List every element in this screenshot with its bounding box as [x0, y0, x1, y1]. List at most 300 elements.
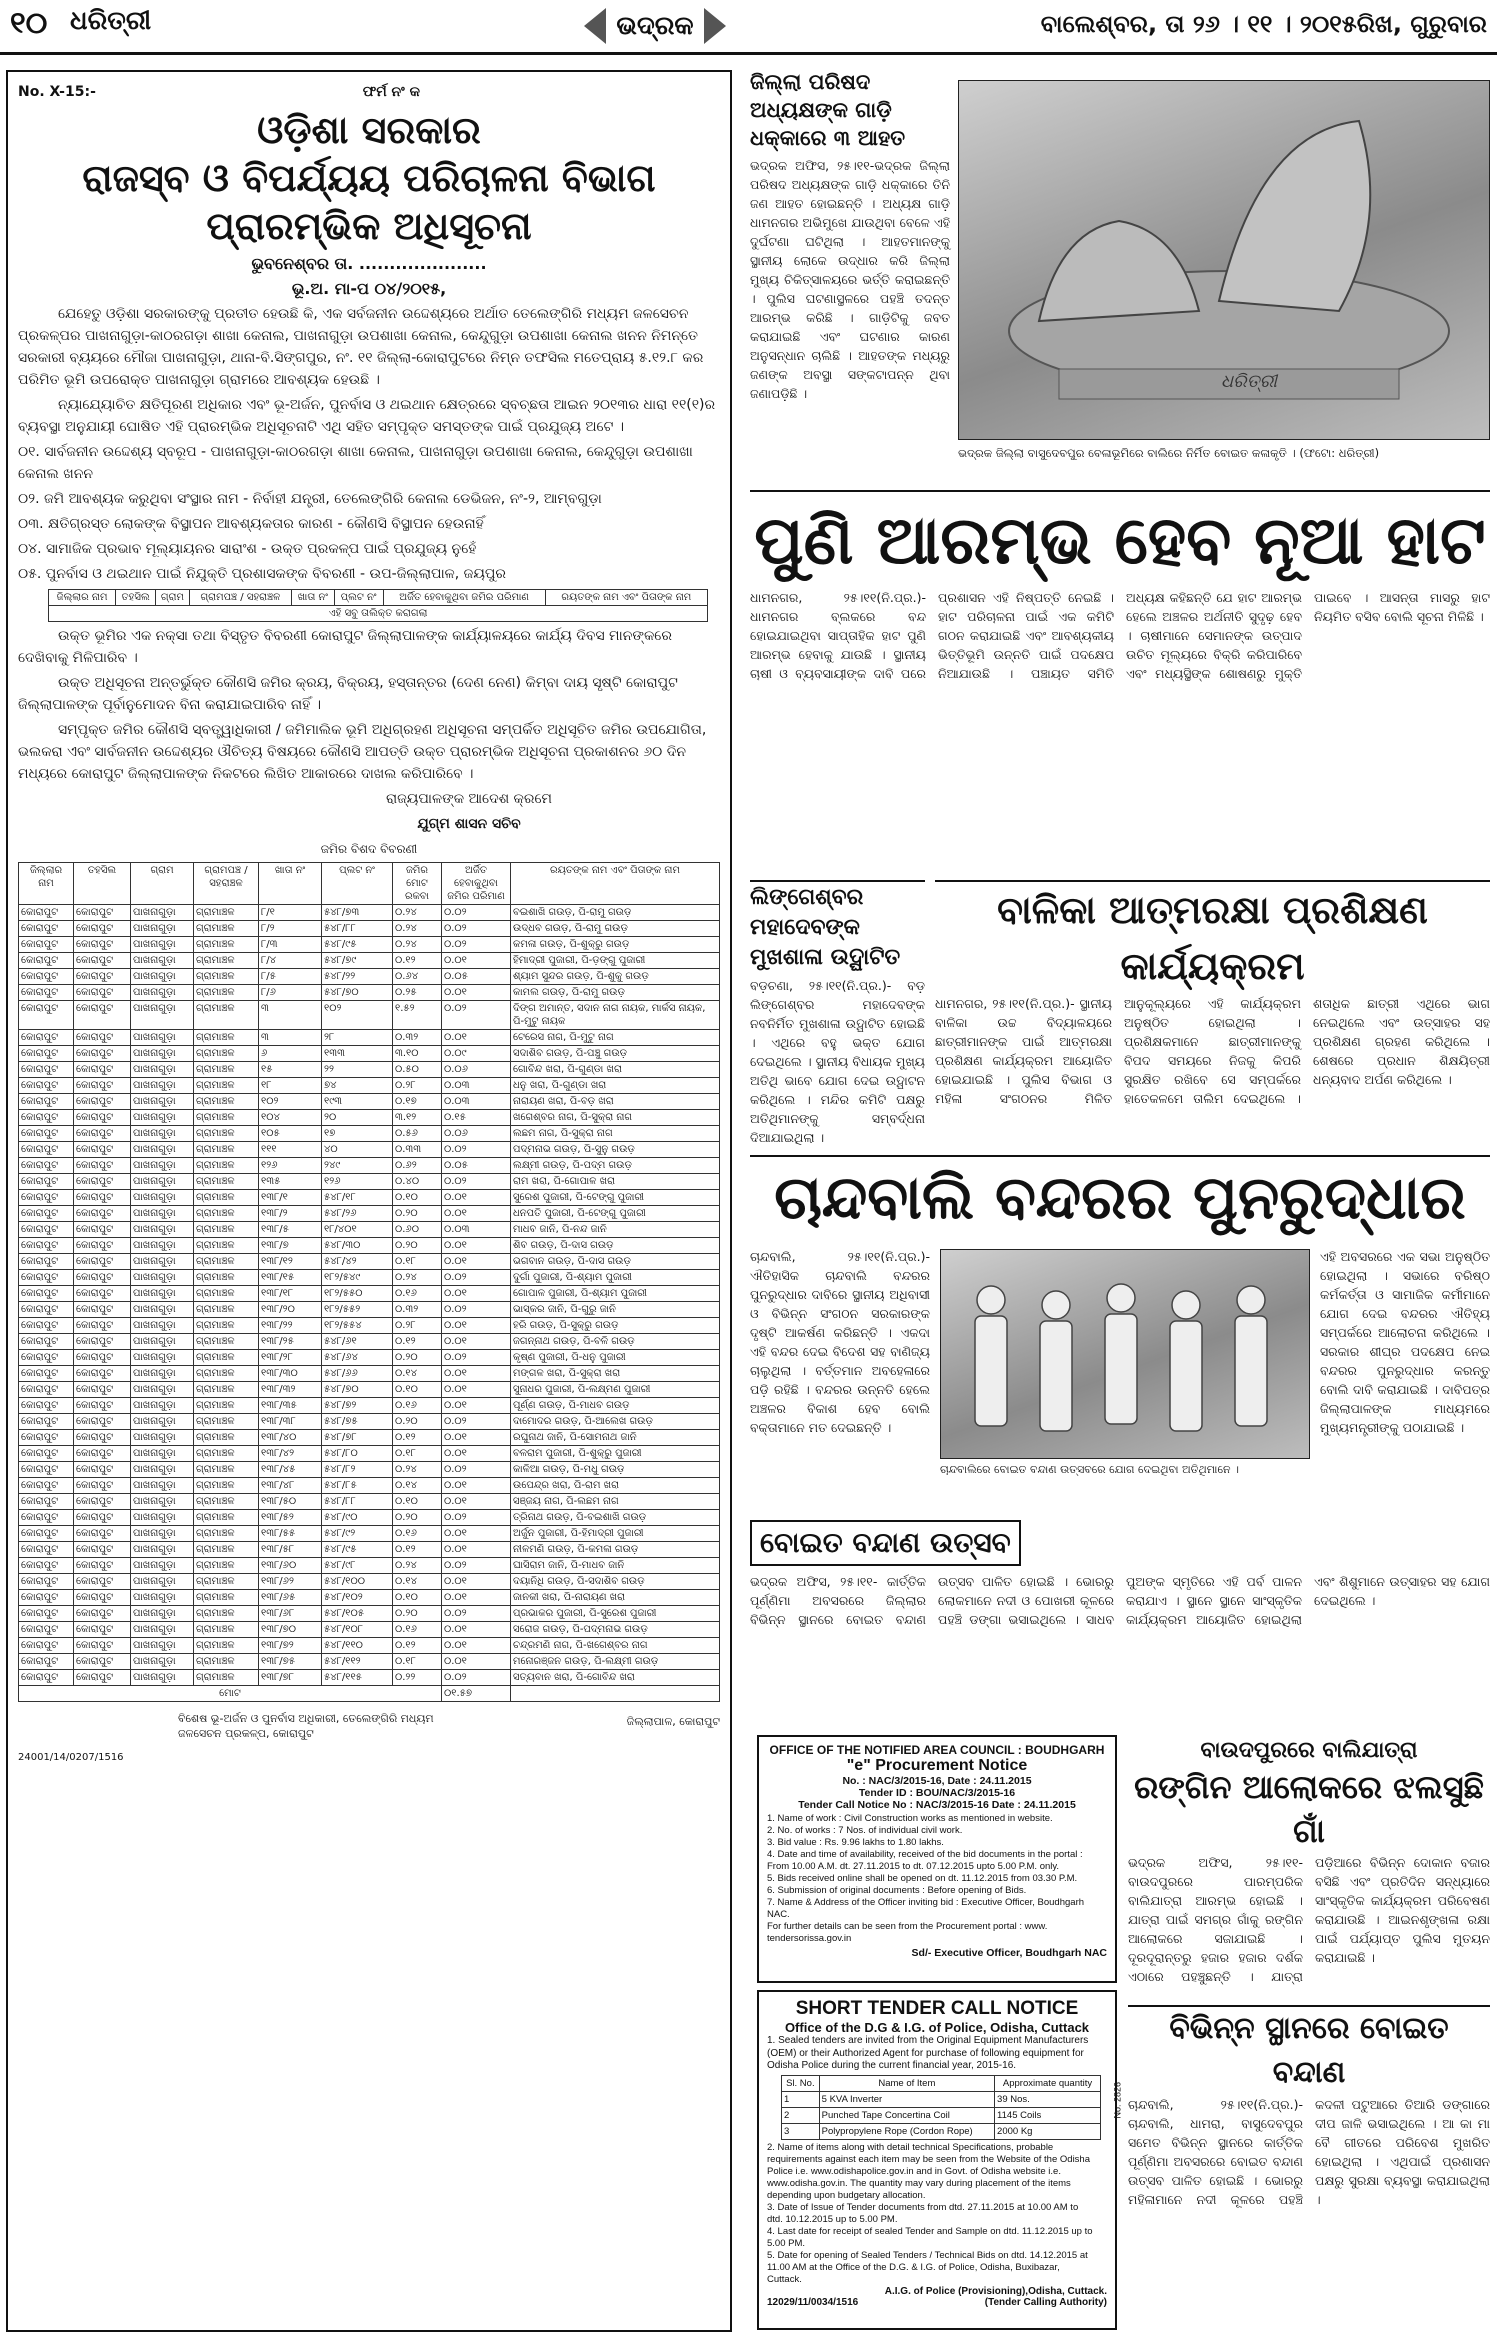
- table-cell: ପାଖନାଗୁଡ଼ା: [131, 1446, 194, 1462]
- table-cell: ୦.୧୮: [393, 1254, 442, 1270]
- table-cell: ବଇଶାଖି ଗଉଡ଼, ପି-ରାମୁ ଗଉଡ଼: [511, 905, 720, 921]
- table-cell: ପାଖନାଗୁଡ଼ା: [131, 1654, 194, 1670]
- table-cell: ଭଗବାନ ଗଉଡ଼, ପି-ଦାସ ଗଉଡ଼: [511, 1254, 720, 1270]
- table-cell: ୧୮/୪୦୧: [322, 1222, 393, 1238]
- table-row: [19, 1414, 720, 1430]
- table-cell: ୦.୫୬: [393, 1126, 442, 1142]
- table-cell: କୋରାପୁଟ: [19, 1318, 74, 1334]
- story-body: ଭଦ୍ରକ ଅଫିସ, ୨୫।୧୧- କାର୍ତ୍ତିକ ପୂର୍ଣ୍ଣିମା ଅବସରରେ ଜିଲ୍ଲାର ବିଭିନ୍ନ ସ୍ଥାନରେ ବୋଇତ ବନ୍ଦାଣ ଉତ୍ସବ ପାଳିତ ହୋଇଛି । ଭୋରରୁ ଲୋକମାନେ ନଦୀ ଓ ପୋଖରୀ କୂଳରେ ପହଞ୍ଚି ଡଙ୍ଗା ଭସାଇଥିଲେ । ସାଧବ ପୁଅଙ୍କ ସ୍ମୃତିରେ ଏହି ପର୍ବ ପାଳନ କରାଯାଏ । ସ୍ଥାନେ ସ୍ଥାନେ ସାଂସ୍କୃତିକ କାର୍ଯ୍ୟକ୍ରମ ଆୟୋଜିତ ହୋଇଥିଲା ଏବଂ ଶିଶୁମାନେ ଉତ୍ସାହର ସହ ଯୋଗ ଦେଇଥିଲେ ।: [750, 1574, 1490, 1627]
- land-header: ଜିଲ୍ଲାର ନାମ: [19, 863, 74, 905]
- table-cell: ୦.୦୨: [442, 1302, 511, 1318]
- table-cell: ଦାମୋଦର ଗଉଡ଼, ପି-ଆଲେଖ ଗଉଡ଼: [511, 1414, 720, 1430]
- story-temple: [750, 880, 925, 1150]
- table-cell: ୧୩୮/୨୨: [259, 1318, 322, 1334]
- table-cell: ୦.୦୩: [442, 1094, 511, 1110]
- table-row: [19, 1286, 720, 1302]
- table-cell: କୋରାପୁଟ: [19, 1206, 74, 1222]
- table-cell: ୬: [259, 1046, 322, 1062]
- table-cell: ଗ୍ରାମାଞ୍ଚଳ: [194, 1622, 259, 1638]
- table-cell: କୋରାପୁଟ: [19, 937, 74, 953]
- table-row: [19, 1606, 720, 1622]
- table-cell: ୦.୦୧: [442, 1366, 511, 1382]
- notice-para-1: ଯେହେତୁ ଓଡ଼ିଶା ସରକାରଙ୍କୁ ପ୍ରତୀତ ହେଉଛି କି, ଏକ ସର୍ବଜନୀନ ଉଦ୍ଦେଶ୍ୟରେ ଅର୍ଥାତ ତେଲେଙ୍ଗିରି ମଧ୍ୟମ ଜଳସେଚନ ପ୍ରକଳ୍ପର ପାଖନାଗୁଡ଼ା-କାଠରଗଡ଼ା ଶାଖା କେନାଲ, ପାଖନାଗୁଡ଼ା ଉପଶାଖା କେନାଲ, କେନ୍ଦୁଗୁଡ଼ା ଉପଶାଖା କେନାଲ ଖନନ ନିମନ୍ତେ ସରକାରୀ ବ୍ୟୟରେ ମୌଜା ପାଖନାଗୁଡ଼ା, ଥାନା-ବି.ସିଙ୍ଗପୁର, ନଂ. ୧୧ ଜିଲ୍ଲା-କୋରାପୁଟରେ ନିମ୍ନ ତଫସିଲ ମତେପ୍ରାୟ ୫.୧୨.୮ କର ପରିମିତ ଭୂମି ଉପରୋକ୍ତ ପାଖନାଗୁଡ଼ା ଗ୍ରାମରେ ଆବଶ୍ୟକ ହେଉଛି ।: [18, 306, 704, 388]
- summary-header: ଖାତା ନଂ: [292, 590, 335, 606]
- notice-item-5: ୦୫. ପୁନର୍ବାସ ଓ ଥଇଥାନ ପାଇଁ ନିଯୁକ୍ତି ପ୍ରଶାସକଙ୍କ ବିବରଣୀ - ଉପ-ଜିଲ୍ଲାପାଳ, ଜୟପୁର: [18, 566, 506, 582]
- arrow-left-icon: [584, 8, 606, 44]
- table-cell: ପାଖନାଗୁଡ଼ା: [131, 1206, 194, 1222]
- story-new-market: [750, 490, 1490, 870]
- table-cell: ୦.୦୧: [442, 1590, 511, 1606]
- table-cell: ଗ୍ରାମାଞ୍ଚଳ: [194, 985, 259, 1001]
- sand-inscription: ଧରିତ୍ରୀ: [1220, 371, 1278, 392]
- tender-title: "e" Procurement Notice: [846, 1757, 1028, 1774]
- table-cell: ୦.୦୧: [442, 1494, 511, 1510]
- table-cell: କୋରାପୁଟ: [74, 1654, 131, 1670]
- table-cell: ଜାନକୀ ଖରା, ପି-ନାରାୟଣ ଖରା: [511, 1590, 720, 1606]
- table-cell: କୋରାପୁଟ: [74, 1670, 131, 1686]
- table-cell: କୋରାପୁଟ: [19, 969, 74, 985]
- table-cell: ସଦାଶିବ ଗଉଡ଼, ପି-ପଞ୍ଚୁ ଗଉଡ଼: [511, 1046, 720, 1062]
- table-cell: ପାଖନାଗୁଡ଼ା: [131, 1046, 194, 1062]
- table-cell: ୦.୨୪: [393, 905, 442, 921]
- table-cell: ୧୦୨: [322, 1001, 393, 1030]
- table-cell: ୫୪୮/୯୫: [322, 937, 393, 953]
- table-cell: ପାଖନାଗୁଡ଼ା: [131, 1350, 194, 1366]
- table-cell: ୦.୦୧: [442, 1286, 511, 1302]
- story-bali-jatra: [1128, 1735, 1490, 2000]
- table-cell: ୦.୧୬: [393, 1526, 442, 1542]
- table-cell: ୫୪୮/୧୦୦: [322, 1574, 393, 1590]
- table-cell: ଜଗନ୍ନାଥ ଗଉଡ଼, ପି-ବଳି ଗଉଡ଼: [511, 1334, 720, 1350]
- masthead: [0, 0, 1497, 55]
- table-cell: ୫୪୮/୧୦୮: [322, 1622, 393, 1638]
- photo-caption: ଚାନ୍ଦବାଲିରେ ବୋଇତ ବନ୍ଦାଣ ଉତ୍ସବରେ ଯୋଗ ଦେଇଥିବା ଅତିଥିମାନେ ।: [940, 1463, 1239, 1476]
- story-boita-places: [1128, 2005, 1490, 2333]
- tender-item: 7. Name & Address of the Officer inviting bid : Executive Officer, Boudhgarh NAC.: [767, 1897, 1085, 1920]
- table-row: [19, 1654, 720, 1670]
- summary-header: ଗ୍ରାମପଞ୍ଚ / ସହରାଞ୍ଚଳ: [189, 590, 291, 606]
- order-line: ରାଜ୍ୟପାଳଙ୍କ ଆଦେଶ କ୍ରମେ: [385, 791, 553, 807]
- table-cell: ବଳରାମ ପୁଜାରୀ, ପି-ଶୁକ୍ରୁ ପୁଜାରୀ: [511, 1446, 720, 1462]
- table-cell: ଗ୍ରାମାଞ୍ଚଳ: [194, 1334, 259, 1350]
- table-cell: କୋରାପୁଟ: [19, 1110, 74, 1126]
- table-cell: ୧୩୮/୪୮: [259, 1478, 322, 1494]
- table-cell: ରାମ ଖରା, ପି-ଗୋପାଳ ଖରା: [511, 1174, 720, 1190]
- table-cell: ଗ୍ରାମାଞ୍ଚଳ: [194, 1382, 259, 1398]
- story-headline: ରଙ୍ଗିନ ଆଲୋକରେ ଝଲସୁଛି ଗାଁ: [1134, 1768, 1484, 1850]
- tender-item: 1. Sealed tenders are invited from the Original Equipment Manufacturers (OEM) or their Authorized Agent for purchase of following equipment for Odisha Police during the current financial year, 2015-16.: [767, 2035, 1089, 2071]
- table-row: [19, 1062, 720, 1078]
- table-cell: ୦.୦୧: [442, 1638, 511, 1654]
- table-cell: କୋରାପୁଟ: [74, 1382, 131, 1398]
- table-cell: ୧୩୮/୭୫: [259, 1654, 322, 1670]
- table-cell: ଗ୍ରାମାଞ୍ଚଳ: [194, 1062, 259, 1078]
- table-cell: ୦.୦୧: [442, 1430, 511, 1446]
- table-cell: ଗ୍ରାମାଞ୍ଚଳ: [194, 1462, 259, 1478]
- table-cell: ଉଦ୍ଧବ ଗଉଡ଼, ପି-ରାମୁ ଗଉଡ଼: [511, 921, 720, 937]
- section-label: [550, 6, 760, 46]
- table-cell: ଗ୍ରାମାଞ୍ଚଳ: [194, 1398, 259, 1414]
- table-cell: ପାଖନାଗୁଡ଼ା: [131, 1670, 194, 1686]
- notice-para-4: ଉକ୍ତ ଅଧିସୂଚନା ଅନ୍ତର୍ଭୁକ୍ତ କୌଣସି ଜମିର କ୍ରୟ, ବିକ୍ରୟ, ହସ୍ତାନ୍ତର (ଦେଣ ନେଣ) କିମ୍ବା ଦାୟ ସୃଷ୍ଟି କୋରାପୁଟ ଜିଲ୍ଲାପାଳଙ୍କ ପୂର୍ବାନୁମୋଦନ ବିନା କରାଯାଇପାରିବ ନାହିଁ ।: [18, 675, 678, 713]
- table-row: [19, 1334, 720, 1350]
- table-cell: ସୁନାଧର ପୁଜାରୀ, ପି-ଲକ୍ଷ୍ମଣ ପୁଜାରୀ: [511, 1382, 720, 1398]
- table-cell: ୧୫: [259, 1062, 322, 1078]
- story-body: ଚାନ୍ଦବାଲି, ୨୫।୧୧(ନି.ପ୍ର.)- ଚାନ୍ଦବାଲି, ଧାମରା, ବାସୁଦେବପୁର ସମେତ ବିଭିନ୍ନ ସ୍ଥାନରେ କାର୍ତ୍ତିକ ପୂର୍ଣ୍ଣିମା ଅବସରରେ ବୋଇତ ବନ୍ଦାଣ ଉତ୍ସବ ପାଳିତ ହୋଇଛି । ଭୋରରୁ ମହିଳାମାନେ ନଦୀ କୂଳରେ ପହଞ୍ଚି କଦଳୀ ପଟୁଆରେ ତିଆରି ଡଙ୍ଗାରେ ଦୀପ ଜାଳି ଭସାଇଥିଲେ । ଆ କା ମା ବୈ ଗୀତରେ ପରିବେଶ ମୁଖରିତ ହୋଇଥିଲା । ଏଥିପାଇଁ ପ୍ରଶାସନ ପକ୍ଷରୁ ସୁରକ୍ଷା ବ୍ୟବସ୍ଥା କରାଯାଇଥିଲା ।: [1128, 2097, 1490, 2207]
- table-cell: ୫୪୮/୯୮: [322, 1558, 393, 1574]
- table-cell: ଗ୍ରାମାଞ୍ଚଳ: [194, 1558, 259, 1574]
- story-headline: ଜିଲ୍ଲା ପରିଷଦ ଅଧ୍ୟକ୍ଷଙ୍କ ଗାଡ଼ି ଧକ୍କାରେ ୩ ଆହତ: [750, 69, 906, 150]
- table-cell: କୋରାପୁଟ: [74, 1590, 131, 1606]
- table-cell: ୦.୦୨: [442, 1510, 511, 1526]
- table-cell: ୧୩୮/୪୦: [259, 1430, 322, 1446]
- table-cell: ୦.୦୧: [442, 1238, 511, 1254]
- table-cell: ଗ୍ରାମାଞ୍ଚଳ: [194, 1254, 259, 1270]
- table-cell: ଗ୍ରାମାଞ୍ଚଳ: [194, 905, 259, 921]
- land-table-title: ଜମିର ବିଶଦ ବିବରଣୀ: [320, 842, 418, 856]
- notice-para-5: ସମ୍ପୃକ୍ତ ଜମିର କୌଣସି ସ୍ବତ୍ତ୍ୱାଧିକାରୀ / ଜମିମାଲିକ ଭୂମି ଅଧିଗ୍ରହଣ ଅଧିସୂଚନା ସମ୍ପର୍କିତ ଅଧିସୂଚିତ ଜମିର ଉପଯୋଗିତା, ଭଲକରା ଏବଂ ସାର୍ବଜନୀନ ଉଦ୍ଦେଶ୍ୟର ଔଚିତ୍ୟ ବିଷୟରେ କୌଣସି ଆପତ୍ତି ଉକ୍ତ ପ୍ରାରମ୍ଭିକ ଅଧିସୂଚନା ପ୍ରକାଶନର ୬୦ ଦିନ ମଧ୍ୟରେ କୋରାପୁଟ ଜିଲ୍ଲାପାଳଙ୍କ ନିକଟରେ ଲିଖିତ ଆକାରରେ ଦାଖଲ କରିପାରିବେ ।: [18, 722, 707, 782]
- table-cell: ୩: [259, 1030, 322, 1046]
- table-row: [19, 1446, 720, 1462]
- table-cell: କୋରାପୁଟ: [74, 1430, 131, 1446]
- table-cell: କୋରାପୁଟ: [74, 1558, 131, 1574]
- story-body-left: ଚାନ୍ଦବାଲି, ୨୫।୧୧(ନି.ପ୍ର.)- ଐତିହାସିକ ଚାନ୍ଦବାଲି ବନ୍ଦରର ପୁନରୁଦ୍ଧାର ଦାବିରେ ସ୍ଥାନୀୟ ଅଧିବାସୀ ଓ ବିଭିନ୍ନ ସଂଗଠନ ସରକାରଙ୍କ ଦୃଷ୍ଟି ଆକର୍ଷଣ କରିଛନ୍ତି । ଏକଦା ଏହି ବନ୍ଦର ଦେଇ ବିଦେଶ ସହ ବାଣିଜ୍ୟ ଚାଲୁଥିଲା । ବର୍ତ୍ତମାନ ଅବହେଳାରେ ପଡ଼ି ରହିଛି । ବନ୍ଦରର ଉନ୍ନତି ହେଲେ ଅଞ୍ଚଳର ବିକାଶ ହେବ ବୋଲି ବକ୍ତାମାନେ ମତ ଦେଇଛନ୍ତି ।: [750, 1249, 930, 1435]
- table-cell: ୦.୧୦: [393, 1190, 442, 1206]
- table-cell: କୋରାପୁଟ: [74, 1030, 131, 1046]
- table-cell: ୦.୫୦: [393, 1062, 442, 1078]
- table-row: [19, 1526, 720, 1542]
- tender-cell: 5 KVA Inverter: [819, 2091, 994, 2107]
- tender-sign: Sd/- Executive Officer, Boudhgarh NAC: [911, 1947, 1107, 1959]
- tender-cell: 1145 Coils: [995, 2107, 1101, 2123]
- table-cell: କମଳା ଗଉଡ଼, ପି-ଶୁକ୍ରୁ ଗଉଡ଼: [511, 937, 720, 953]
- table-cell: ପାଖନାଗୁଡ଼ା: [131, 905, 194, 921]
- table-cell: ପାଖନାଗୁଡ଼ା: [131, 1078, 194, 1094]
- arrow-right-icon: [704, 8, 726, 44]
- table-cell: ୫୪୮/୯୨: [322, 1526, 393, 1542]
- table-row: [19, 1430, 720, 1446]
- table-cell: ୦.୦୩: [442, 1078, 511, 1094]
- table-cell: ୫୪୮/୭୯: [322, 953, 393, 969]
- table-cell: କୋରାପୁଟ: [74, 1318, 131, 1334]
- table-cell: କୋରାପୁଟ: [74, 1574, 131, 1590]
- table-cell: ପାଖନାଗୁଡ଼ା: [131, 1110, 194, 1126]
- table-row: [19, 1222, 720, 1238]
- table-cell: କୋରାପୁଟ: [19, 1366, 74, 1382]
- table-cell: ୦.୨୦: [393, 1606, 442, 1622]
- table-cell: ଦୁର୍ଗା ପୁଜାରୀ, ପି-ଶ୍ୟାମ ପୁଜାରୀ: [511, 1270, 720, 1286]
- table-cell: ପାଖନାଗୁଡ଼ା: [131, 969, 194, 985]
- land-header: ଖାତା ନଂ: [259, 863, 322, 905]
- table-cell: ୦.୦୧: [442, 1382, 511, 1398]
- table-cell: କୋରାପୁଟ: [74, 1094, 131, 1110]
- table-cell: ୦.୦୧: [442, 1254, 511, 1270]
- table-cell: ଗ୍ରାମାଞ୍ଚଳ: [194, 1446, 259, 1462]
- table-cell: କୋରାପୁଟ: [19, 1062, 74, 1078]
- tender-item: 3. Bid value : Rs. 9.96 lakhs to 1.80 lakhs.: [767, 1837, 944, 1848]
- table-cell: ୧୩୮/୧୮: [259, 1286, 322, 1302]
- table-cell: ୧୩୮/୩୨: [259, 1382, 322, 1398]
- table-cell: ଦୟାନିଧି ଗଉଡ଼, ପି-ସଦାଶିବ ଗଉଡ଼: [511, 1574, 720, 1590]
- table-row: [19, 921, 720, 937]
- table-cell: ୮/୪: [259, 953, 322, 969]
- story-headline: ଚାନ୍ଦବାଲି ବନ୍ଦରର ପୁନରୁଦ୍ଧାର: [774, 1163, 1466, 1233]
- table-cell: କୋରାପୁଟ: [19, 1574, 74, 1590]
- table-cell: ପାଖନାଗୁଡ଼ା: [131, 1574, 194, 1590]
- table-row: [19, 1206, 720, 1222]
- table-cell: ପାଖନାଗୁଡ଼ା: [131, 1334, 194, 1350]
- table-cell: ସରୋଜ ଗଉଡ଼, ପି-ପଦ୍ମନାଭ ଗଉଡ଼: [511, 1622, 720, 1638]
- table-cell: ୦.୦୨: [442, 1414, 511, 1430]
- tender-table-header: Name of Item: [819, 2075, 994, 2091]
- table-cell: କୋରାପୁଟ: [74, 1462, 131, 1478]
- table-cell: କୋରାପୁଟ: [19, 1270, 74, 1286]
- table-cell: ୦.୧୪: [393, 1366, 442, 1382]
- tender-side-code: No. 2826: [1113, 2082, 1123, 2119]
- table-cell: ୧୩୮/୪୫: [259, 1462, 322, 1478]
- table-cell: କୋରାପୁଟ: [74, 1334, 131, 1350]
- table-cell: ୫୪୮/୧୦୨: [322, 1590, 393, 1606]
- table-cell: ୧୩୩: [322, 1046, 393, 1062]
- table-cell: ପାଖନାଗୁଡ଼ା: [131, 1158, 194, 1174]
- table-cell: କୋରାପୁଟ: [19, 1174, 74, 1190]
- table-cell: ୦.୨୪: [393, 1462, 442, 1478]
- table-cell: ପାଖନାଗୁଡ଼ା: [131, 1142, 194, 1158]
- table-cell: ୦.୨୪: [393, 1558, 442, 1574]
- story-kicker: ବାଉଦପୁରରେ ବାଲିଯାତ୍ରା: [1200, 1737, 1418, 1763]
- table-cell: ୫୪୮/୬୬: [322, 1366, 393, 1382]
- table-cell: ୫୪୮/୭୦: [322, 985, 393, 1001]
- table-cell: ୦.୬୨: [393, 1158, 442, 1174]
- place-date: ଭୁବନେଶ୍ବର ତା. .....................: [251, 254, 487, 273]
- table-cell: ଗ୍ରାମାଞ୍ଚଳ: [194, 1238, 259, 1254]
- table-cell: ୦.୦୧: [442, 985, 511, 1001]
- tender-title: SHORT TENDER CALL NOTICE: [795, 1998, 1079, 2019]
- table-cell: ୧୩୮/୨୦: [259, 1302, 322, 1318]
- table-row: [19, 1558, 720, 1574]
- table-cell: ପାଖନାଗୁଡ଼ା: [131, 1254, 194, 1270]
- table-cell: ୦.୦୧: [442, 1574, 511, 1590]
- table-row: [19, 953, 720, 969]
- table-row: [19, 1238, 720, 1254]
- table-cell: ୮/୩: [259, 937, 322, 953]
- table-cell: ପାଖନାଗୁଡ଼ା: [131, 1030, 194, 1046]
- table-cell: ୧୩୮/୬୫: [259, 1590, 322, 1606]
- table-cell: ୦.୧୫: [442, 1110, 511, 1126]
- table-cell: ସତ୍ୟବାନ ଖରା, ପି-ଗୋବିନ୍ଦ ଖରା: [511, 1670, 720, 1686]
- table-cell: ଗ୍ରାମାଞ୍ଚଳ: [194, 1190, 259, 1206]
- table-cell: ପାଖନାଗୁଡ଼ା: [131, 1001, 194, 1030]
- table-cell: କୋରାପୁଟ: [74, 1270, 131, 1286]
- tender-items-after: [767, 2142, 1093, 2286]
- tender-item: 4. Last date for receipt of sealed Tender and Sample on dtd. 11.12.2015 up to 5.00 PM.: [767, 2225, 1093, 2249]
- signoff-left: ବିଶେଷ ଭୂ-ଅର୍ଜନ ଓ ପୁନର୍ବାସ ଅଧିକାରୀ, ତେଲେଙ୍ଗିରି ମଧ୍ୟମ ଜଳସେଚନ ପ୍ରକଳ୍ପ, କୋରାପୁଟ: [178, 1712, 434, 1740]
- table-cell: କୋରାପୁଟ: [19, 1030, 74, 1046]
- tender-sign-2: (Tender Calling Authority): [984, 2296, 1107, 2308]
- table-cell: କୋରାପୁଟ: [19, 1446, 74, 1462]
- land-header: ଗ୍ରାମପଞ୍ଚ / ସହରାଞ୍ଚଳ: [194, 863, 259, 905]
- table-cell: ଗ୍ରାମାଞ୍ଚଳ: [194, 1638, 259, 1654]
- story-body: ଭଦ୍ରକ ଅଫିସ, ୨୫।୧୧-ଭଦ୍ରକ ଜିଲ୍ଲା ପରିଷଦ ଅଧ୍ୟକ୍ଷଙ୍କ ଗାଡ଼ି ଧକ୍କାରେ ତିନି ଜଣ ଆହତ ହୋଇଛନ୍ତି । ଅଧ୍ୟକ୍ଷ ଗାଡ଼ି ଧାମନଗର ଅଭିମୁଖେ ଯାଉଥିବା ବେଳେ ଏହି ଦୁର୍ଘଟଣା ଘଟିଥିଲା । ଆହତମାନଙ୍କୁ ସ୍ଥାନୀୟ ଲୋକେ ଉଦ୍ଧାର କରି ଜିଲ୍ଲା ମୁଖ୍ୟ ଚିକିତ୍ସାଳୟରେ ଭର୍ତ୍ତି କରାଇଛନ୍ତି । ପୁଲିସ ଘଟଣାସ୍ଥଳରେ ପହଞ୍ଚି ତଦନ୍ତ ଆରମ୍ଭ କରିଛି । ଗାଡ଼ିଟିକୁ ଜବତ କରାଯାଇଛି ଏବଂ ଘଟଣାର କାରଣ ଅନୁସନ୍ଧାନ ଚାଲିଛି । ଆହତଙ୍କ ମଧ୍ୟରୁ ଜଣଙ୍କ ଅବସ୍ଥା ସଙ୍କଟାପନ୍ନ ଥିବା ଜଣାପଡ଼ିଛି ।: [750, 158, 950, 401]
- table-cell: ୮/୨: [259, 921, 322, 937]
- table-cell: ୧୩୮/୫୨: [259, 1510, 322, 1526]
- table-cell: ଗ୍ରାମାଞ୍ଚଳ: [194, 1222, 259, 1238]
- table-cell: କୋରାପୁଟ: [19, 1462, 74, 1478]
- table-cell: ପ୍ରଭାକର ପୁଜାରୀ, ପି-ସୁରେଶ ପୁଜାରୀ: [511, 1606, 720, 1622]
- table-cell: କୋରାପୁଟ: [74, 1062, 131, 1078]
- table-cell: ୮/୫: [259, 969, 322, 985]
- table-cell: ୫୪୮/୨୬: [322, 1206, 393, 1222]
- table-cell: କୋରାପୁଟ: [19, 1590, 74, 1606]
- tender-no: No. : NAC/3/2015-16, Date : 24.11.2015: [842, 1775, 1032, 1787]
- land-header: ପ୍ଲଟ ନଂ: [322, 863, 393, 905]
- table-cell: ଗ୍ରାମାଞ୍ଚଳ: [194, 1286, 259, 1302]
- table-cell: ପାଖନାଗୁଡ଼ା: [131, 1510, 194, 1526]
- table-cell: ପାଖନାଗୁଡ଼ା: [131, 1190, 194, 1206]
- table-cell: କୋରାପୁଟ: [74, 1606, 131, 1622]
- table-cell: ୫୪୮/୬୪: [322, 1350, 393, 1366]
- table-cell: ୩.୧୨: [393, 1110, 442, 1126]
- table-cell: କୋରାପୁଟ: [74, 1046, 131, 1062]
- table-cell: କୋରାପୁଟ: [74, 1286, 131, 1302]
- table-cell: ୦.୬୦: [393, 1222, 442, 1238]
- tender-cell: 2000 Kg: [995, 2123, 1101, 2139]
- tender-items: [767, 1813, 1107, 1945]
- table-cell: ୧୩୮/୧୫: [259, 1270, 322, 1286]
- table-cell: କୋରାପୁଟ: [19, 1622, 74, 1638]
- table-cell: ମନୋରଞ୍ଜନ ଗଉଡ଼, ପି-ଲକ୍ଷ୍ମୀ ଗଉଡ଼: [511, 1654, 720, 1670]
- land-total: ୦୧.୫୭: [442, 1686, 511, 1702]
- tender-item: 5. Bids received online shall be opened on dt. 11.12.2015 from 03.30 P.M.: [767, 1873, 1078, 1884]
- table-cell: ଗ୍ରାମାଞ୍ଚଳ: [194, 1110, 259, 1126]
- table-cell: କୋରାପୁଟ: [19, 1238, 74, 1254]
- table-cell: କୋରାପୁଟ: [19, 1670, 74, 1686]
- table-cell: କୋରାପୁଟ: [19, 1302, 74, 1318]
- table-cell: ୦.୧୬: [393, 1398, 442, 1414]
- table-cell: ୦.୦୧: [442, 1542, 511, 1558]
- table-cell: କୋରାପୁଟ: [74, 1510, 131, 1526]
- table-cell: ଗ୍ରାମାଞ୍ଚଳ: [194, 1574, 259, 1590]
- table-cell: କୋରାପୁଟ: [19, 1158, 74, 1174]
- form-label: ଫର୍ମ ନଂ କ: [362, 84, 420, 100]
- story-chandbali-port: [750, 1155, 1490, 1515]
- table-cell: ଗ୍ରାମାଞ୍ଚଳ: [194, 1606, 259, 1622]
- land-table-body: [19, 905, 720, 1686]
- table-cell: କୋରାପୁଟ: [74, 1494, 131, 1510]
- table-cell: ୦.୦୧: [442, 1654, 511, 1670]
- table-cell: ୦.୦୧: [442, 953, 511, 969]
- tender-table-header: Sl. No.: [782, 2075, 820, 2091]
- signatory-title: ଯୁଗ୍ମ ଶାସନ ସଚିବ: [417, 816, 521, 832]
- summary-header: ତହସିଲ: [116, 590, 156, 606]
- table-cell: ୦.୦୨: [442, 1462, 511, 1478]
- table-cell: କୋରାପୁଟ: [74, 1254, 131, 1270]
- table-cell: ୫୪୮/୧୮: [322, 1190, 393, 1206]
- summary-table: [48, 589, 708, 622]
- table-cell: ୦.୦୯: [442, 1046, 511, 1062]
- table-cell: ଗ୍ରାମାଞ୍ଚଳ: [194, 1590, 259, 1606]
- table-cell: ୨୦: [322, 1110, 393, 1126]
- notice-para-2: ନ୍ୟାଯ୍ୟୋଚିତ କ୍ଷତିପୂରଣ ଅଧିକାର ଏବଂ ଭୂ-ଅର୍ଜନ, ପୁନର୍ବାସ ଓ ଥଇଥାନ କ୍ଷେତ୍ରରେ ସ୍ବଚ୍ଛତା ଆଇନ ୨୦୧୩ର ଧାରା ୧୧(୧)ର ବ୍ୟବସ୍ଥା ଅନୁଯାୟୀ ଘୋଷିତ ଏହି ପ୍ରାରମ୍ଭିକ ଅଧିସୂଚନାଟି ଏଥି ସହିତ ସମ୍ପୃକ୍ତ ସମସ୍ତଙ୍କ ପାଇଁ ପ୍ରଯୁଜ୍ୟ ଅଟେ ।: [18, 397, 716, 435]
- story-boita-bandana: [750, 1520, 1490, 1730]
- table-cell: ପାଖନାଗୁଡ଼ା: [131, 1318, 194, 1334]
- table-cell: ୧୩୮/୬୨: [259, 1574, 322, 1590]
- table-cell: ସଞ୍ଜୟ ନାଗ, ପି-ଲଛମ ନାଗ: [511, 1494, 720, 1510]
- table-cell: ପାଖନାଗୁଡ଼ା: [131, 1526, 194, 1542]
- table-cell: ୦.୨୮: [393, 1318, 442, 1334]
- table-cell: କୋରାପୁଟ: [74, 1622, 131, 1638]
- notice-item-1: ୦୧. ସାର୍ବଜନୀନ ଉଦ୍ଦେଶ୍ୟ ସ୍ବରୂପ - ପାଖନାଗୁଡ଼ା-କାଠରଗଡ଼ା ଶାଖା କେନାଲ, ପାଖନାଗୁଡ଼ା ଉପଶାଖା କେନାଲ, କେନ୍ଦୁଗୁଡ଼ା ଉପଶାଖା କେନାଲ ଖନନ: [18, 444, 693, 482]
- table-cell: ୦.୦୧: [442, 1030, 511, 1046]
- table-cell: ପାଖନାଗୁଡ଼ା: [131, 1462, 194, 1478]
- newspaper-logo: ଧରିତ୍ରୀ: [70, 6, 152, 36]
- table-cell: ୦.୧୪: [393, 1574, 442, 1590]
- table-row: [19, 1174, 720, 1190]
- table-cell: କୋରାପୁଟ: [19, 1254, 74, 1270]
- table-cell: ଉପେନ୍ଦ୍ର ଖରା, ପି-ରାମ ଖରା: [511, 1478, 720, 1494]
- tender-cell: 3: [782, 2123, 820, 2139]
- table-cell: ପାଖନାଗୁଡ଼ା: [131, 1494, 194, 1510]
- table-cell: କୋରାପୁଟ: [74, 1222, 131, 1238]
- tender-item: 3. Date of Issue of Tender documents from dtd. 27.11.2015 at 10.00 AM to dtd. 10.12.2015 up to 5.00 PM.: [767, 2201, 1079, 2225]
- story-body: ବଡ଼ଚଣା, ୨୫।୧୧(ନି.ପ୍ର.)- ବଡ଼ ଲିଙ୍ଗେଶ୍ବର ମହାଦେବଙ୍କ ନବନିର୍ମିତ ମୁଖଶାଳା ଉଦ୍ଘାଟିତ ହୋଇଛି । ଏଥିରେ ବହୁ ଭକ୍ତ ଯୋଗ ଦେଇଥିଲେ । ସ୍ଥାନୀୟ ବିଧାୟକ ମୁଖ୍ୟ ଅତିଥି ଭାବେ ଯୋଗ ଦେଇ ଉଦ୍ଘାଟନ କରିଥିଲେ । ମନ୍ଦିର କମିଟି ପକ୍ଷରୁ ଅତିଥିମାନଙ୍କୁ ସମ୍ବର୍ଦ୍ଧନା ଦିଆଯାଇଥିଲା ।: [750, 978, 925, 1145]
- table-row: [19, 1542, 720, 1558]
- table-cell: ପାଖନାଗୁଡ଼ା: [131, 1094, 194, 1110]
- story-zp-accident: [750, 68, 950, 478]
- table-cell: ୧୮: [259, 1078, 322, 1094]
- table-cell: ୧୩୮/୧୨: [259, 1254, 322, 1270]
- table-cell: ତ୍ରିନାଥ ଗଉଡ଼, ପି-ବଇଶାଖି ଗଉଡ଼: [511, 1510, 720, 1526]
- table-cell: ୫୪୮/୧୧୫: [322, 1670, 393, 1686]
- table-cell: ଗ୍ରାମାଞ୍ଚଳ: [194, 1542, 259, 1558]
- table-row: [19, 1494, 720, 1510]
- table-cell: ପାଖନାଗୁଡ଼ା: [131, 1238, 194, 1254]
- table-cell: ୦.୦୬: [442, 1062, 511, 1078]
- table-cell: କୋରାପୁଟ: [74, 1478, 131, 1494]
- table-cell: ୭୪: [322, 1078, 393, 1094]
- table-cell: ଗ୍ରାମାଞ୍ଚଳ: [194, 1142, 259, 1158]
- table-row: [19, 1318, 720, 1334]
- tender-cell: 2: [782, 2107, 820, 2123]
- table-cell: ଗ୍ରାମାଞ୍ଚଳ: [194, 1001, 259, 1030]
- table-cell: ଶ୍ୟାମ ସୁନ୍ଦର ଗଉଡ଼, ପି-ଶୁକୁ ଗଉଡ଼: [511, 969, 720, 985]
- table-cell: ଗ୍ରାମାଞ୍ଚଳ: [194, 937, 259, 953]
- table-cell: ନୀଳମଣି ଗଉଡ଼, ପି-କମଳା ଗଉଡ଼: [511, 1542, 720, 1558]
- table-cell: ଗ୍ରାମାଞ୍ଚଳ: [194, 1366, 259, 1382]
- table-cell: ୨୪୯: [322, 1158, 393, 1174]
- table-cell: ୦.୦୨: [442, 1001, 511, 1030]
- table-cell: କୋରାପୁଟ: [74, 1206, 131, 1222]
- table-cell: ୦.୦୨: [442, 937, 511, 953]
- table-cell: ୦.୨୮: [393, 1078, 442, 1094]
- tender-item: 1. Name of work : Civil Construction works as mentioned in website.: [767, 1813, 1053, 1824]
- table-cell: କୋରାପୁଟ: [19, 1638, 74, 1654]
- table-cell: କୋରାପୁଟ: [74, 937, 131, 953]
- tender-cell: 1: [782, 2091, 820, 2107]
- table-cell: ପୂର୍ଣ୍ଣ ଗଉଡ଼, ପି-ମାଧବ ଗଉଡ଼: [511, 1398, 720, 1414]
- summary-header: ଜିଲ୍ଲାର ନାମ: [49, 590, 116, 606]
- table-cell: ୦.୦୧: [442, 1446, 511, 1462]
- table-cell: ସୁରେଶ ପୁଜାରୀ, ପି-ଟେଙ୍ଗୁ ପୁଜାରୀ: [511, 1190, 720, 1206]
- table-cell: ୦.୨୦: [393, 1350, 442, 1366]
- story-headline: ବିଭିନ୍ନ ସ୍ଥାନରେ ବୋଇତ ବନ୍ଦାଣ: [1169, 2011, 1449, 2090]
- tender-office: OFFICE OF THE NOTIFIED AREA COUNCIL : BOUDHGARH: [769, 1743, 1105, 1757]
- table-cell: ୮/୬: [259, 985, 322, 1001]
- table-cell: କୋରାପୁଟ: [19, 1190, 74, 1206]
- table-cell: ୦.୧୦: [393, 1382, 442, 1398]
- table-row: [19, 1670, 720, 1686]
- table-cell: ହିମାଦ୍ରୀ ପୁଜାରୀ, ପି-ଡ଼ଙ୍ଗୁ ପୁଜାରୀ: [511, 953, 720, 969]
